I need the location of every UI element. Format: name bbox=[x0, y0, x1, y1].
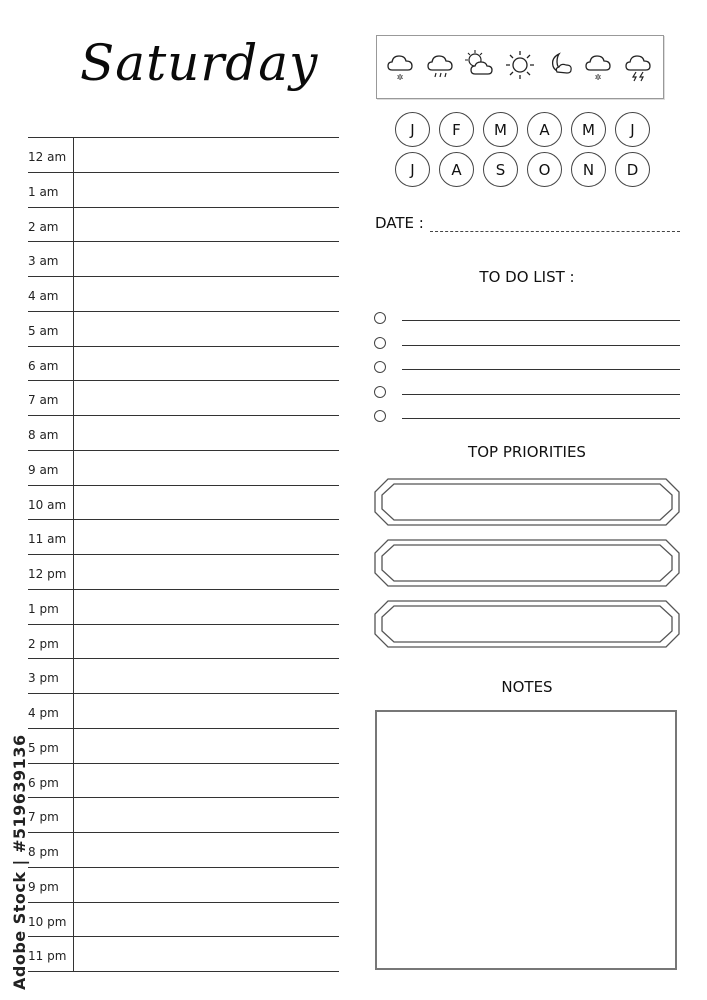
rain-cloud-icon[interactable] bbox=[424, 48, 458, 86]
time-label: 9 am bbox=[28, 462, 59, 477]
time-label: 1 pm bbox=[28, 601, 59, 616]
month-circle[interactable]: A bbox=[527, 112, 562, 147]
todo-item bbox=[374, 335, 680, 355]
month-circle[interactable]: A bbox=[439, 152, 474, 187]
month-selector bbox=[395, 112, 650, 187]
time-label: 11 pm bbox=[28, 949, 67, 964]
svg-text:✲: ✲ bbox=[595, 73, 602, 82]
notes-title: NOTES bbox=[501, 678, 553, 696]
sun-icon[interactable] bbox=[503, 48, 537, 86]
svg-text:✲: ✲ bbox=[396, 73, 404, 82]
schedule-row[interactable] bbox=[28, 798, 339, 833]
schedule-row[interactable] bbox=[28, 416, 339, 451]
month-circle[interactable]: J bbox=[615, 112, 650, 147]
priority-box[interactable] bbox=[374, 539, 680, 587]
time-label: 11 am bbox=[28, 532, 67, 547]
top-priorities-title: TOP PRIORITIES bbox=[468, 443, 586, 461]
time-label: 10 pm bbox=[28, 914, 67, 929]
schedule-row[interactable] bbox=[28, 486, 339, 521]
time-label: 1 am bbox=[28, 184, 59, 199]
schedule-row[interactable] bbox=[28, 173, 339, 208]
time-label: 8 am bbox=[28, 428, 59, 442]
page-title: Saturday bbox=[80, 34, 319, 92]
todo-line[interactable] bbox=[402, 369, 680, 370]
time-label: 12 pm bbox=[28, 567, 67, 581]
snow-cloud-icon[interactable] bbox=[384, 48, 418, 86]
date-label: DATE : bbox=[375, 214, 424, 232]
time-label: 9 pm bbox=[28, 879, 59, 894]
time-column-divider bbox=[73, 137, 74, 971]
time-label: 4 pm bbox=[28, 706, 59, 720]
schedule-row[interactable] bbox=[28, 833, 339, 868]
schedule-row[interactable] bbox=[28, 694, 339, 729]
todo-line[interactable] bbox=[402, 418, 680, 419]
schedule-row[interactable] bbox=[28, 625, 339, 660]
time-label: 3 pm bbox=[28, 671, 59, 686]
schedule-row[interactable] bbox=[28, 764, 339, 799]
weather-selector bbox=[376, 35, 664, 99]
schedule-row[interactable] bbox=[28, 347, 339, 382]
watermark bbox=[6, 734, 29, 990]
todo-checkbox[interactable] bbox=[374, 337, 386, 349]
schedule-row[interactable] bbox=[28, 937, 339, 972]
todo-checkbox[interactable] bbox=[374, 410, 386, 422]
todo-list-title: TO DO LIST : bbox=[479, 268, 575, 286]
schedule-row[interactable] bbox=[28, 520, 339, 555]
partly-sunny-icon[interactable] bbox=[463, 48, 497, 86]
month-circle[interactable]: J bbox=[395, 112, 430, 147]
schedule-row[interactable] bbox=[28, 903, 339, 938]
month-circle[interactable]: N bbox=[571, 152, 606, 187]
schedule-row[interactable] bbox=[28, 555, 339, 590]
todo-item bbox=[374, 359, 680, 379]
time-label: 12 am bbox=[28, 150, 67, 164]
time-label: 7 pm bbox=[28, 810, 59, 825]
schedule-row[interactable] bbox=[28, 590, 339, 625]
time-label: 3 am bbox=[28, 254, 59, 269]
month-circle[interactable]: F bbox=[439, 112, 474, 147]
todo-checkbox[interactable] bbox=[374, 386, 386, 398]
schedule-row[interactable] bbox=[28, 659, 339, 694]
time-label: 4 am bbox=[28, 289, 59, 303]
priority-box[interactable] bbox=[374, 478, 680, 526]
month-circle[interactable]: J bbox=[395, 152, 430, 187]
todo-line[interactable] bbox=[402, 320, 680, 321]
time-label: 6 pm bbox=[28, 775, 59, 790]
thunderstorm-icon[interactable] bbox=[622, 48, 656, 86]
month-circle[interactable]: D bbox=[615, 152, 650, 187]
time-label: 2 am bbox=[28, 219, 59, 234]
month-circle[interactable]: M bbox=[571, 112, 606, 147]
snow-cloud-icon[interactable] bbox=[582, 48, 616, 86]
todo-item bbox=[374, 408, 680, 428]
priority-box[interactable] bbox=[374, 600, 680, 648]
time-label: 5 pm bbox=[28, 740, 59, 755]
time-label: 5 am bbox=[28, 323, 59, 338]
schedule-row[interactable] bbox=[28, 242, 339, 277]
month-circle[interactable]: M bbox=[483, 112, 518, 147]
schedule-row[interactable] bbox=[28, 312, 339, 347]
todo-line[interactable] bbox=[402, 394, 680, 395]
schedule-row[interactable] bbox=[28, 729, 339, 764]
notes-box[interactable] bbox=[375, 710, 677, 970]
time-label: 2 pm bbox=[28, 636, 59, 651]
schedule-row[interactable] bbox=[28, 138, 339, 173]
schedule-row[interactable] bbox=[28, 208, 339, 243]
todo-item bbox=[374, 384, 680, 404]
todo-checkbox[interactable] bbox=[374, 361, 386, 373]
todo-checkbox[interactable] bbox=[374, 312, 386, 324]
todo-line[interactable] bbox=[402, 345, 680, 346]
time-label: 8 pm bbox=[28, 845, 59, 859]
time-label: 10 am bbox=[28, 497, 67, 512]
time-label: 7 am bbox=[28, 393, 59, 408]
schedule-row[interactable] bbox=[28, 451, 339, 486]
todo-item bbox=[374, 310, 680, 330]
date-input-line[interactable] bbox=[430, 231, 680, 232]
moon-cloud-icon[interactable] bbox=[543, 48, 577, 86]
watermark-text: Adobe Stock | #519639136 bbox=[10, 734, 29, 990]
hourly-schedule bbox=[28, 137, 339, 972]
month-circle[interactable]: O bbox=[527, 152, 562, 187]
time-label: 6 am bbox=[28, 358, 59, 373]
schedule-row[interactable] bbox=[28, 277, 339, 312]
month-circle[interactable]: S bbox=[483, 152, 518, 187]
schedule-row[interactable] bbox=[28, 381, 339, 416]
schedule-row[interactable] bbox=[28, 868, 339, 903]
